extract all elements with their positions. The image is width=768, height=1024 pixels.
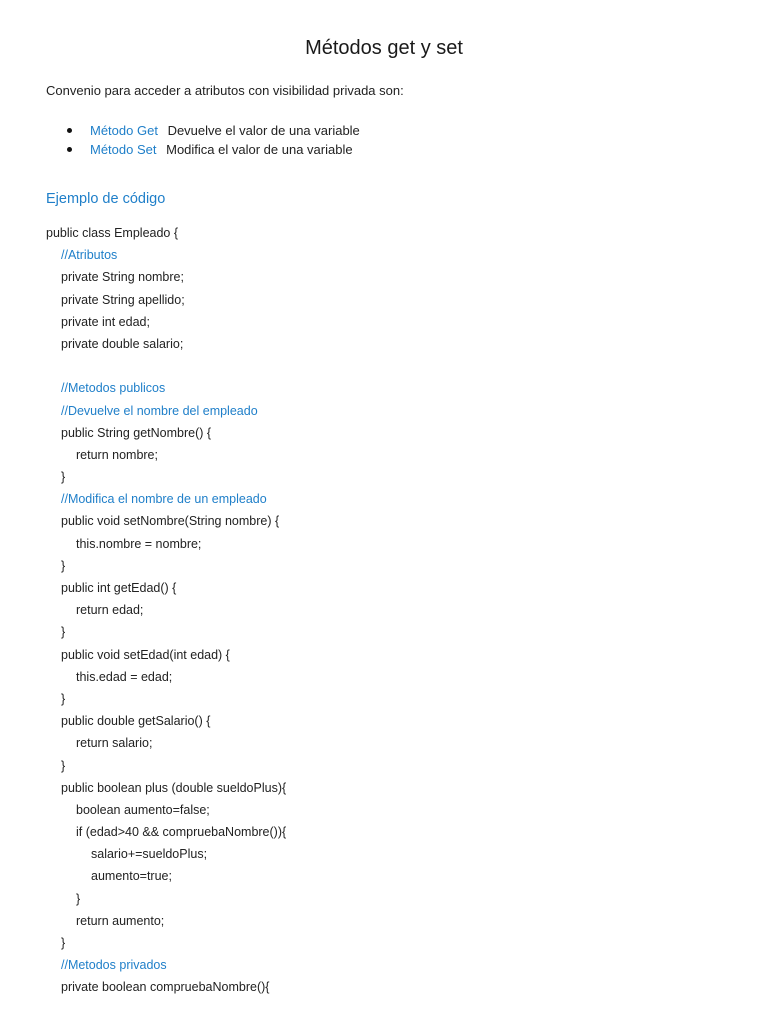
code-line: } (76, 891, 81, 906)
bullet-dot-icon (67, 147, 72, 152)
code-block (46, 222, 286, 999)
code-line: } (61, 625, 66, 640)
code-line: public String getNombre() { (61, 425, 212, 440)
code-line: public void setNombre(String nombre) { (61, 514, 280, 529)
code-line: public boolean plus (double sueldoPlus){ (61, 780, 287, 795)
code-comment-line: //Devuelve el nombre del empleado (61, 403, 258, 418)
code-line: } (61, 758, 66, 773)
code-line: boolean aumento=false; (76, 802, 210, 817)
intro-text: Convenio para acceder a atributos con visibilidad privada son: (46, 83, 404, 98)
code-comment-line: //Atributos (61, 248, 118, 263)
bullet-description: Modifica el valor de una variable (166, 142, 353, 157)
code-line: salario+=sueldoPlus; (91, 847, 208, 862)
code-line: aumento=true; (91, 869, 172, 884)
bullet-list (46, 121, 360, 159)
code-line: public double getSalario() { (61, 714, 211, 729)
code-comment-line: //Metodos privados (61, 958, 167, 973)
code-line: } (61, 470, 66, 485)
page-title: Métodos get y set (305, 37, 463, 59)
code-line: this.edad = edad; (76, 669, 173, 684)
code-line: this.nombre = nombre; (76, 536, 202, 551)
code-line: } (61, 691, 66, 706)
list-item (46, 140, 360, 159)
bullet-description: Devuelve el valor de una variable (167, 123, 360, 138)
code-line: return nombre; (76, 447, 158, 462)
example-heading: Ejemplo de código (46, 191, 166, 207)
bullet-dot-icon (67, 128, 72, 133)
code-comment-line: //Metodos publicos (61, 381, 166, 396)
code-line: private String nombre; (61, 270, 184, 285)
code-line: return edad; (76, 603, 144, 618)
list-item (46, 121, 360, 140)
code-line: private String apellido; (61, 292, 185, 307)
code-line: public void setEdad(int edad) { (61, 647, 230, 662)
code-line: if (edad>40 && compruebaNombre()){ (76, 825, 287, 840)
code-line: } (61, 558, 66, 573)
code-line: public int getEdad() { (61, 581, 177, 595)
bullet-term: Método Set (90, 142, 157, 157)
code-line: public class Empleado { (46, 226, 179, 240)
code-line: private int edad; (61, 314, 150, 329)
code-line: private boolean compruebaNombre(){ (61, 980, 270, 995)
code-line: return aumento; (76, 913, 165, 928)
code-line: private double salario; (61, 336, 184, 351)
code-line (46, 355, 286, 377)
code-line: return salario; (76, 736, 153, 751)
code-comment-line: //Modifica el nombre de un empleado (61, 492, 267, 507)
code-line: } (61, 936, 66, 950)
bullet-term: Método Get (90, 123, 158, 138)
